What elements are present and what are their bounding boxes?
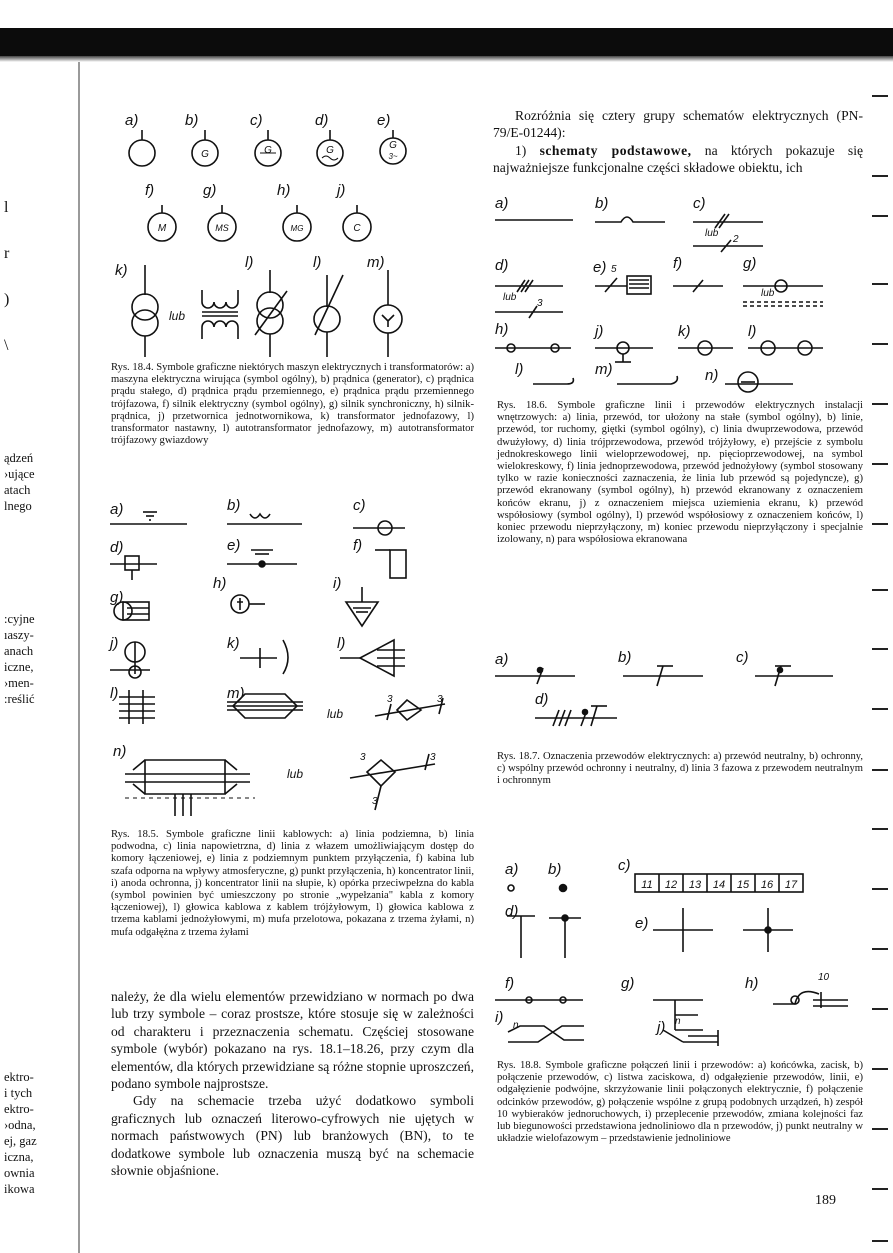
machine-symbol-text: C <box>353 223 361 234</box>
fig-label: j) <box>595 323 604 340</box>
terminal-number: 16 <box>760 879 774 891</box>
terminal-number: 14 <box>712 879 726 891</box>
machine-symbol-text: 3~ <box>388 152 398 161</box>
annotation: n <box>675 1016 681 1027</box>
paragraph: należy, że dla wielu elementów przewidziano w normach po dwa lub trzy symbole – coraz prostsze, które stosuje się w zależności od charakteru i przeznaczenia schematu. Częściej stosowane symbole (wybór) pokazano na rys. 18.1–18.26, przy czym dla elementów, dla których przewidziane są różne stopnie uproszczeń, podano symbole najprostsze. <box>111 989 474 1092</box>
margin-fragment: anach <box>4 644 34 658</box>
wire-symbols <box>495 214 823 392</box>
figure-18-6 <box>493 190 863 400</box>
fig-label: l) <box>337 635 346 652</box>
caption-fig-18-7: Rys. 18.7. Oznaczenia przewodów elektrycznych: a) przewód neutralny, b) ochronny, c) wspólny przewód ochronny i neutralny, d) linia 3 fazowa z przewodem neutralnym i ochronnym <box>497 751 863 787</box>
page-binding-line <box>78 62 80 1253</box>
fig-label: h) <box>745 975 759 992</box>
machine-symbol-text: G <box>326 145 334 156</box>
margin-fragment: ektro- <box>4 1070 34 1084</box>
figure-18-7 <box>493 640 863 740</box>
margin-fragment: ej, gaz <box>4 1134 37 1148</box>
lub-text: lub <box>705 228 719 239</box>
fig-label: g) <box>621 975 635 992</box>
paragraph <box>493 142 863 177</box>
fig-label: d) <box>110 539 124 556</box>
fig-label: m) <box>227 685 245 702</box>
margin-fragments-mid <box>4 450 76 514</box>
terminal-number: 17 <box>784 879 798 891</box>
margin-fragment: ektro- <box>4 1102 34 1116</box>
terminal-number: 13 <box>688 879 702 891</box>
margin-fragments-mid2 <box>4 611 76 707</box>
margin-fragment: ądzeń <box>4 451 34 465</box>
annotation: 2 <box>733 234 739 245</box>
fig-label: m) <box>367 254 385 271</box>
fig-label: g) <box>743 255 757 272</box>
annotation: 3 <box>537 298 543 309</box>
fig-label: d) <box>505 903 519 920</box>
figure-18-8 <box>493 857 863 1050</box>
fig-label: g) <box>203 182 217 199</box>
fig-label: e) <box>377 112 391 129</box>
caption-fig-18-8: Rys. 18.8. Symbole graficzne połączeń linii i przewodów: a) końcówka, zacisk, b) połączenie przewodów, c) listwa zaciskowa, d) odgałęzienie przewodów, linii, e) odgałęzienie podwójne, skrzyżowanie linii połączonych elektrycznie, f) połączenie odcinków przewodów, g) połączenie wspólne z grupą podobnych urządzeń, h) zespół 10 wybieraków jednoruchowych, i) przeplecenie przewodów, zmiana kolejności faz lub biegunowości przedstawiona jednoliniowo dla n przewodów, j) punkt neutralny w układzie wielofazowym – przedstawienie jednoliniowe <box>497 1060 863 1145</box>
fig-label: b) <box>618 649 632 666</box>
paragraph-continuation: na których pokazuje się najważniejsze funkcjonalne części składowe obiektu, ich <box>493 142 864 176</box>
annotation: 10 <box>818 972 830 983</box>
margin-fragment: l <box>4 199 9 216</box>
fig-label: c) <box>693 195 706 212</box>
fig-label: h) <box>277 182 291 199</box>
lub-text: lub <box>287 767 304 781</box>
fig-label: i) <box>495 1009 504 1026</box>
machine-symbol-text: G <box>201 149 209 160</box>
margin-fragments-top <box>4 185 76 369</box>
fig-label: l) <box>748 323 757 340</box>
fig-label: b) <box>548 861 562 878</box>
lub-text: lub <box>168 309 186 323</box>
margin-fragment: :reślić <box>4 692 35 706</box>
fig-label: e) <box>227 537 241 554</box>
list-number: 1) <box>515 142 527 158</box>
machine-symbol-text: G <box>389 140 397 151</box>
annotation: 3 <box>387 694 393 705</box>
annotation: 3 <box>437 694 443 705</box>
caption-fig-18-4: Rys. 18.4. Symbole graficzne niektórych maszyn elektrycznych i transformatorów: a) maszyna elektryczna wirująca (symbol ogólny), b) prądnica (generator), c) prądnica prądu stałego, d) prądnica prądu przemiennego, e) prądnica prądu przemiennego trójfazowa, f) silnik elektryczny (symbol ogólny), g) silnik synchroniczny, h) silnik-prądnica, j) przetwornica jednotwornikowa, k) transformator jednofazowy, l) transformator nastawny, l) autotransformator jednofazowy, m) autotransformator trójfazowy gwiazdowy <box>111 362 474 447</box>
lub-text: lub <box>327 707 344 721</box>
fig-label: c) <box>250 112 263 129</box>
scan-top-shadow <box>0 56 893 62</box>
fig-label: d) <box>495 257 509 274</box>
connection-symbols <box>495 885 848 1047</box>
margin-fragment: \ <box>4 337 9 354</box>
margin-fragment: ›odna, <box>4 1118 36 1132</box>
margin-fragment: ikowa <box>4 1182 35 1196</box>
margin-fragment: ıaszy- <box>4 628 34 642</box>
fig-label: h) <box>495 321 509 338</box>
margin-fragment: atach <box>4 483 31 497</box>
caption-fig-18-5: Rys. 18.5. Symbole graficzne linii kablowych: a) linia podziemna, b) linia podwodna, c) linia napowietrzna, d) linia z włazem umożliwiającym dostęp do komory łączeniowej, e) linia z podziemnym punktem przyłączenia, f) kabina lub szafa odporna na wpływy atmosferyczne, g) punkt przyłączenia, h) koncentrator linii, i) anoda ochronna, j) koncentrator linii na słupie, k) opórka przeciwpełzna do kabla (symbol powinien być umieszczony po stronie „wypełzania" kabla z komory łączeniowej), l) głowica kablowa z kablem trójżyłowym, l) głowica kablowa z trzema kablami jednożyłowymi, m) mufa przelotowa, pokazana z trzema żyłami, n) mufa odgałężna z trzema żyłami <box>111 829 474 938</box>
fig-label: l) <box>313 254 322 271</box>
terminal-number: 11 <box>641 879 653 891</box>
annotation: n <box>513 1020 519 1031</box>
fig-label: a) <box>125 112 139 129</box>
machine-symbol-text: G <box>264 145 272 156</box>
margin-fragment: ownia <box>4 1166 35 1180</box>
caption-fig-18-6: Rys. 18.6. Symbole graficzne linii i przewodów elektrycznych instalacji wnętrzowych: a) linia, przewód, tor ułożony na stałe (symbol ogólny), b) linie, przewód, tor ruchomy, giętki (symbol ogólny), c) linia dwuprzewodowa, przewód dwużyłowy, d) linia trójprzewodowa, przewód trójżyłowy, e) przejście z symbolu jednokreskowego linii wieloprzewodowej, np. pięcioprzewodowej, na symbol wielokreskowy, f) linia jednoprzewodowa, przewód jednożyłowy (symbol stosowany tylko w razie konieczności zaznaczenia, że linia lub przewód są pojedyncze), g) przewód ekranowany (symbol ogólny), h) przewód ekranowany z oznaczeniem końców ekranu, j) z oznaczeniem miejsca uziemienia ekranu, k) przewód współosiowy (symbol ogólny), l) przewód współosiowy z oznaczeniem końców, l) koniec przewodu nieprzyłączony, m) koniec przewodu nieprzyłączony i specjalnie izolowany, n) para współosiowa ekranowana <box>497 400 863 546</box>
fig-label: k) <box>115 262 128 279</box>
body-text-left <box>111 988 474 1179</box>
margin-fragment: r <box>4 245 10 262</box>
annotation: 3 <box>360 752 366 763</box>
fig-label: c) <box>618 857 631 874</box>
margin-fragment: lnego <box>4 499 32 513</box>
fig-label: a) <box>495 195 509 212</box>
fig-label: g) <box>110 589 124 606</box>
fig-label: e) <box>593 259 607 276</box>
fig-label: j) <box>110 635 119 652</box>
fig-label: f) <box>353 537 363 554</box>
figure-18-5 <box>105 492 475 822</box>
margin-fragments-bottom <box>4 1069 76 1197</box>
margin-fragment: ›men- <box>4 676 34 690</box>
fig-label: n) <box>705 367 719 384</box>
fig-label: l) <box>245 254 254 271</box>
fig-label: b) <box>595 195 609 212</box>
fig-label: d) <box>315 112 329 129</box>
fig-label: a) <box>505 861 519 878</box>
paragraph: Gdy na schemacie trzeba użyć dodatkowo symboli graficznych lub oznaczeń literowo-cyfrowych nie ujętych w normach państwowych (PN) lub branżowych (BN), to te dodatkowe symbole lub oznaczenia muszą być na schemacie słownie objaśnione. <box>111 1093 474 1179</box>
term-bold: schematy podstawowe, <box>539 142 692 158</box>
page-number: 189 <box>815 1193 836 1208</box>
fig-label: l) <box>110 685 119 702</box>
margin-fragment: i tych <box>4 1086 33 1100</box>
fig-label: k) <box>678 323 691 340</box>
fig-label: b) <box>185 112 199 129</box>
margin-fragment: ›ujące <box>4 467 35 481</box>
fig-label: f) <box>145 182 155 199</box>
fig-label: h) <box>213 575 227 592</box>
annotation: 3 <box>430 752 436 763</box>
lub-text: lub <box>503 292 517 303</box>
fig-label: d) <box>535 691 549 708</box>
margin-fragment: iczne, <box>4 660 34 674</box>
figure-18-4 <box>105 95 475 365</box>
margin-fragment: ) <box>4 291 10 308</box>
fig-label: e) <box>635 915 649 932</box>
lub-text: lub <box>761 288 775 299</box>
cable-line-symbols <box>110 512 445 816</box>
fig-label: j) <box>337 182 346 199</box>
fig-label: f) <box>505 975 515 992</box>
terminal-number: 15 <box>736 879 750 891</box>
fig-label: k) <box>227 635 240 652</box>
machine-symbol-text: MG <box>290 224 304 233</box>
fig-label: f) <box>673 255 683 272</box>
fig-label: c) <box>736 649 749 666</box>
fig-label: b) <box>227 497 241 514</box>
margin-fragment: iczna, <box>4 1150 34 1164</box>
margin-fragment: :cyjne <box>4 612 35 626</box>
body-text-right <box>493 107 863 177</box>
paragraph: Rozróżnia się cztery grupy schematów elektrycznych (PN-79/E-01244): <box>493 108 863 141</box>
machine-symbol-text: M <box>157 223 167 234</box>
scan-top-border <box>0 28 893 58</box>
annotation: 5 <box>611 264 617 275</box>
fig-label: j) <box>657 1019 666 1036</box>
fig-label: m) <box>595 361 613 378</box>
terminal-number: 12 <box>664 879 678 891</box>
fig-label: i) <box>333 575 342 592</box>
fig-label: l) <box>515 361 524 378</box>
machine-symbol-text: MS <box>215 223 229 233</box>
annotation: 3 <box>372 796 378 807</box>
fig-label: c) <box>353 497 366 514</box>
fig-label: n) <box>113 743 127 760</box>
fig-label: a) <box>495 651 509 668</box>
fig-label: a) <box>110 501 124 518</box>
